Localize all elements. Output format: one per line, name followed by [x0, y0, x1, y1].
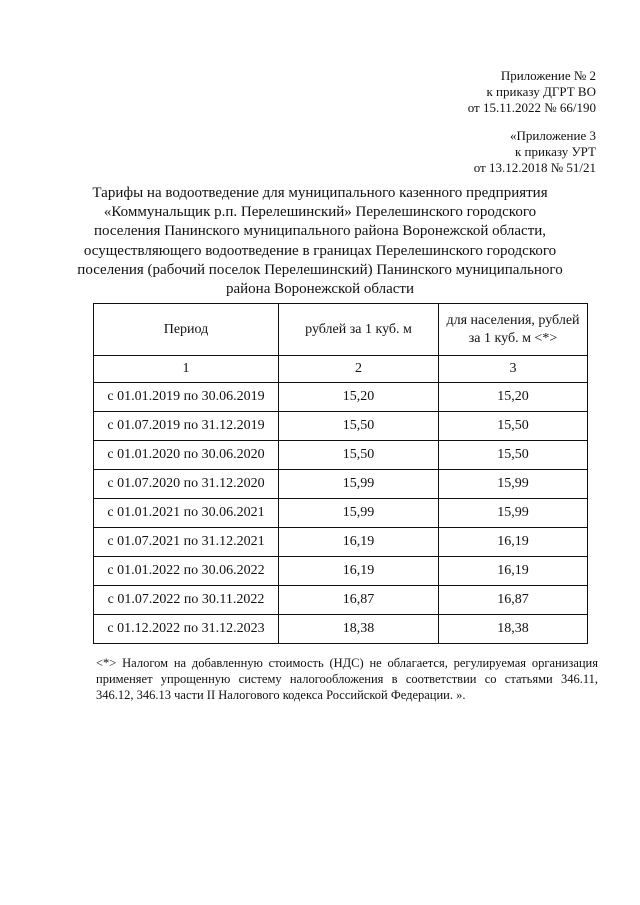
- population-price-cell: 15,50: [439, 441, 588, 470]
- period-cell: с 01.07.2022 по 30.11.2022: [94, 586, 279, 615]
- period-cell: с 01.01.2021 по 30.06.2021: [94, 499, 279, 528]
- column-number: 1: [94, 356, 279, 383]
- title-line: поселения Панинского муниципального района Воронежской области,: [93, 223, 547, 240]
- header-price: рублей за 1 куб. м: [279, 304, 439, 356]
- column-number: 2: [279, 356, 439, 383]
- appendix-2-date: от 15.11.2022 № 66/190: [467, 100, 596, 115]
- period-cell: с 01.01.2020 по 30.06.2020: [94, 441, 279, 470]
- price-cell: 15,20: [279, 383, 439, 412]
- header-population-line1: для населения, рублей: [446, 312, 580, 328]
- table-row: [94, 615, 588, 644]
- title-line: поселения (рабочий поселок Перелешинский) Панинского муниципального: [77, 261, 563, 278]
- population-price-cell: 15,99: [439, 470, 588, 499]
- population-price-cell: 15,99: [439, 499, 588, 528]
- population-price-cell: 16,19: [439, 528, 588, 557]
- price-cell: 16,19: [279, 528, 439, 557]
- table-row: [94, 470, 588, 499]
- price-cell: 18,38: [279, 615, 439, 644]
- document-title: [70, 184, 570, 299]
- column-number-row: [94, 356, 588, 383]
- appendix-3-order: к приказу УРТ: [514, 144, 596, 159]
- table-row: [94, 412, 588, 441]
- table-header-row: [94, 304, 588, 356]
- appendix-2-title: Приложение № 2: [500, 68, 596, 83]
- period-cell: с 01.01.2022 по 30.06.2022: [94, 557, 279, 586]
- footnote-line: <*> Налогом на добавленную стоимость (НДС) не облагается, регулируемая организация: [96, 656, 598, 670]
- appendix-2-order: к приказу ДГРТ ВО: [486, 84, 596, 99]
- header-period: Период: [94, 304, 279, 356]
- title-line: «Коммунальщик р.п. Перелешинский» Перелешинского городского: [103, 204, 537, 221]
- period-cell: с 01.12.2022 по 31.12.2023: [94, 615, 279, 644]
- table-row: [94, 528, 588, 557]
- price-cell: 15,50: [279, 441, 439, 470]
- price-cell: 15,50: [279, 412, 439, 441]
- title-line: осуществляющего водоотведение в границах Перелешинского городского: [83, 242, 557, 259]
- population-price-cell: 16,19: [439, 557, 588, 586]
- table-row: [94, 441, 588, 470]
- title-line: района Воронежской области: [225, 281, 414, 298]
- footnote-line: 346.12, 346.13 части II Налогового кодекса Российской Федерации. ».: [96, 688, 466, 702]
- population-price-cell: 18,38: [439, 615, 588, 644]
- appendix-3-date: от 13.12.2018 № 51/21: [473, 160, 596, 175]
- column-number: 3: [439, 356, 588, 383]
- price-cell: 16,87: [279, 586, 439, 615]
- period-cell: с 01.07.2020 по 31.12.2020: [94, 470, 279, 499]
- period-cell: с 01.01.2019 по 30.06.2019: [94, 383, 279, 412]
- footnote-line: применяет упрощенную систему налогообложения в соответствии со статьями 346.11,: [96, 672, 598, 686]
- appendix-3-header: [474, 128, 596, 176]
- table-row: [94, 499, 588, 528]
- appendix-3-title: «Приложение 3: [509, 128, 596, 143]
- price-cell: 16,19: [279, 557, 439, 586]
- period-cell: с 01.07.2019 по 31.12.2019: [94, 412, 279, 441]
- header-population: [439, 304, 588, 356]
- footnote: [96, 655, 598, 703]
- population-price-cell: 16,87: [439, 586, 588, 615]
- price-cell: 15,99: [279, 499, 439, 528]
- tariff-table: [93, 303, 588, 644]
- population-price-cell: 15,50: [439, 412, 588, 441]
- table-row: [94, 557, 588, 586]
- period-cell: с 01.07.2021 по 31.12.2021: [94, 528, 279, 557]
- header-population-line2: за 1 куб. м <*>: [468, 330, 558, 346]
- title-line: Тарифы на водоотведение для муниципального казенного предприятия: [92, 185, 548, 201]
- table-row: [94, 383, 588, 412]
- population-price-cell: 15,20: [439, 383, 588, 412]
- price-cell: 15,99: [279, 470, 439, 499]
- table-row: [94, 586, 588, 615]
- appendix-2-header: [468, 68, 596, 116]
